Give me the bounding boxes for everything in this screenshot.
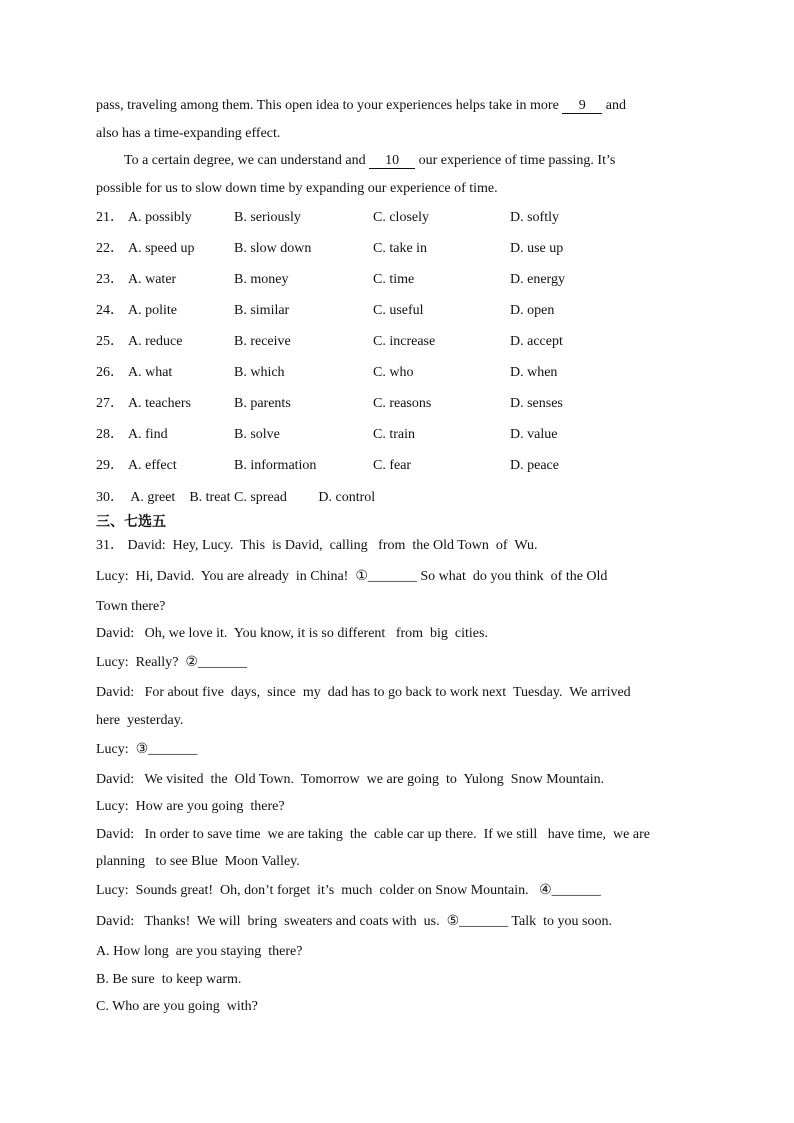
option-c: C. who — [373, 365, 414, 380]
blank-10: 10 — [369, 154, 415, 169]
option-b: B. similar — [234, 303, 290, 318]
question-row — [96, 457, 696, 475]
dialogue-line: Lucy: Sounds great! Oh, don’t forget it’s much colder on Snow Mountain. ④_______ — [96, 883, 601, 898]
question-row — [96, 333, 696, 351]
question-row — [96, 426, 696, 444]
option-c: C. train — [373, 427, 415, 442]
option-d: D. accept — [510, 334, 563, 349]
blank-9: 9 — [562, 99, 602, 114]
passage-text: pass, traveling among them. This open idea to your experiences helps take in more — [96, 98, 563, 113]
option-b: B. parents — [234, 396, 291, 411]
dialogue-line: Lucy: ③_______ — [96, 742, 198, 757]
dialogue-line: planning to see Blue Moon Valley. — [96, 854, 300, 869]
section-heading: 三、七选五 — [96, 514, 166, 530]
question-number: 25． — [96, 334, 124, 349]
option-a: A. find — [128, 427, 168, 442]
option-b: B. information — [234, 458, 317, 473]
option-d: D. senses — [510, 396, 563, 411]
dialogue-line: David: In order to save time we are taking the cable car up there. If we still have time, we are — [96, 827, 650, 842]
option-c: C. closely — [373, 210, 429, 225]
answer-option: B. Be sure to keep warm. — [96, 972, 242, 987]
option-a: A. polite — [128, 303, 177, 318]
passage-text: our experience of time passing. It’s — [415, 153, 616, 168]
option-d: D. peace — [510, 458, 559, 473]
option-a: A. effect — [128, 458, 177, 473]
option-a: A. water — [128, 272, 177, 287]
option-c: C. time — [373, 272, 415, 287]
option-b: B. seriously — [234, 210, 301, 225]
question-number: 21． — [96, 210, 124, 225]
question-row — [96, 271, 696, 289]
dialogue-line: David: For about five days, since my dad has to go back to work next Tuesday. We arrived — [96, 685, 631, 700]
passage-line-2: also has a time-expanding effect. — [96, 126, 281, 141]
option-c: C. take in — [373, 241, 428, 256]
question-number: 28． — [96, 427, 124, 442]
dialogue-line: 31． David: Hey, Lucy. This is David, calling from the Old Town of Wu. — [96, 538, 538, 553]
passage-line-1 — [96, 97, 626, 115]
dialogue-line: David: Oh, we love it. You know, it is so different from big cities. — [96, 626, 488, 641]
dialogue-line: David: We visited the Old Town. Tomorrow we are going to Yulong Snow Mountain. — [96, 772, 605, 787]
option-c: C. increase — [373, 334, 436, 349]
option-b: B. which — [234, 365, 285, 380]
option-c: C. reasons — [373, 396, 432, 411]
option-d: D. softly — [510, 210, 559, 225]
option-c: C. useful — [373, 303, 424, 318]
answer-option: A. How long are you staying there? — [96, 944, 303, 959]
passage-text: and — [602, 98, 626, 113]
option-a: A. what — [128, 365, 173, 380]
question-number: 26． — [96, 365, 124, 380]
option-a: A. teachers — [128, 396, 191, 411]
answer-option: C. Who are you going with? — [96, 999, 258, 1014]
option-a: A. reduce — [128, 334, 183, 349]
option-b: B. solve — [234, 427, 280, 442]
question-row — [96, 302, 696, 320]
question-row — [96, 364, 696, 382]
question-row — [96, 209, 696, 227]
option-d: D. energy — [510, 272, 565, 287]
question-row — [96, 395, 696, 413]
question-row — [96, 240, 696, 258]
passage-line-4: possible for us to slow down time by expanding our experience of time. — [96, 181, 498, 196]
option-a: A. possibly — [128, 210, 192, 225]
dialogue-line: David: Thanks! We will bring sweaters and coats with us. ⑤_______ Talk to you soon. — [96, 914, 612, 929]
option-d: D. when — [510, 365, 558, 380]
option-b: B. receive — [234, 334, 291, 349]
question-number: 29． — [96, 458, 124, 473]
option-d: D. value — [510, 427, 558, 442]
question-number: 22． — [96, 241, 124, 256]
passage-text: To a certain degree, we can understand and — [124, 153, 370, 168]
dialogue-line: here yesterday. — [96, 713, 184, 728]
option-b: B. money — [234, 272, 289, 287]
option-a: A. speed up — [128, 241, 195, 256]
question-number: 23． — [96, 272, 124, 287]
passage-line-3 — [124, 152, 615, 170]
dialogue-line: Lucy: How are you going there? — [96, 799, 285, 814]
dialogue-line: Lucy: Hi, David. You are already in China! ①_______ So what do you think of the Old — [96, 569, 608, 584]
option-d: D. use up — [510, 241, 564, 256]
option-c: C. fear — [373, 458, 412, 473]
question-30: 30． A. greet B. treat C. spread D. control — [96, 490, 376, 505]
dialogue-line: Lucy: Really? ②_______ — [96, 655, 247, 670]
dialogue-line: Town there? — [96, 599, 166, 614]
question-number: 27． — [96, 396, 124, 411]
option-d: D. open — [510, 303, 555, 318]
option-b: B. slow down — [234, 241, 312, 256]
question-number: 24． — [96, 303, 124, 318]
